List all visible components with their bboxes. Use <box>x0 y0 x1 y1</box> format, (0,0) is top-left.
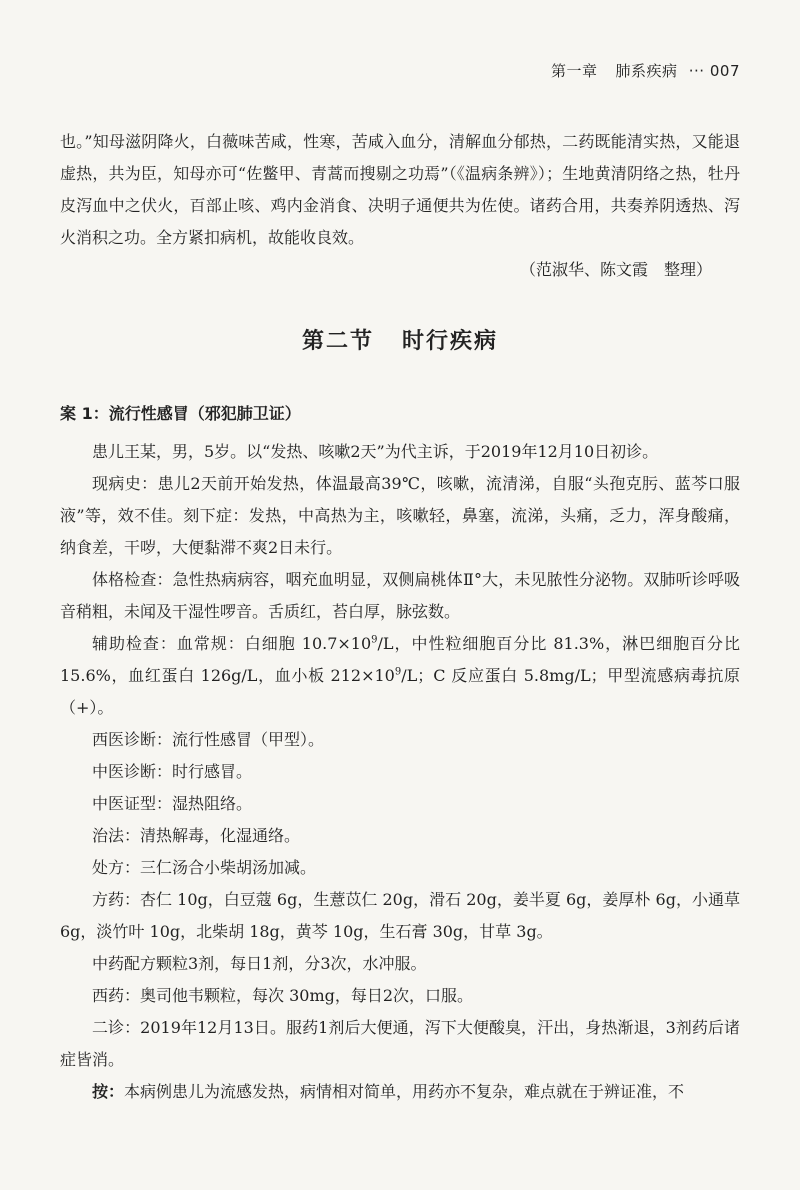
section-name: 时行疾病 <box>402 329 499 354</box>
commentary-label: 按： <box>92 1082 125 1101</box>
dosage-instructions: 中药配方颗粒3剂，每日1剂，分3次，水冲服。 <box>92 954 427 973</box>
section-number: 第二节 <box>301 329 374 354</box>
physical-exam: 体格检查：急性热病病容，咽充血明显，双侧扁桃体Ⅱ°大，未见脓性分泌物。双肺听诊呼吸音稍粗，未闻及干湿性啰音。舌质红，苔白厚，脉弦数。 <box>60 570 740 621</box>
page-body <box>60 126 740 1108</box>
herbal-formula: 方药：杏仁 10g，白豆蔻 6g，生薏苡仁 20g，滑石 20g，姜半夏 6g，姜厚朴 6g，小通草 6g，淡竹叶 10g，北柴胡 18g，黄芩 10g，生石膏 30g，甘草 3g。 <box>60 890 740 941</box>
case-intro: 患儿王某，男，5岁。以“发热、咳嗽2天”为代主诉，于2019年12月10日初诊。 <box>92 442 659 461</box>
intro-paragraph: 也。”知母滋阴降火，白薇味苦咸，性寒，苦咸入血分，清解血分郁热，二药既能清实热，又能退虚热，共为臣，知母亦可“佐鳖甲、青蒿而搜剔之功焉”（《温病条辨》）；生地黄清阴络之热，牡丹皮泻血中之伏火，百部止咳、鸡内金消食、决明子通便共为佐使。诸药合用，共奏养阴透热、泻火消积之功。全方紧扣病机，故能收良效。 <box>60 132 740 247</box>
section-title <box>60 326 740 358</box>
header-dots: ··· <box>688 62 705 80</box>
prescription: 处方：三仁汤合小柴胡汤加减。 <box>92 858 317 877</box>
commentary: 按：本病例患儿为流感发热，病情相对简单，用药亦不复杂，难点就在于辨证准，不 <box>92 1082 685 1101</box>
tcm-diagnosis: 中医诊断：时行感冒。 <box>92 762 253 781</box>
tcm-syndrome: 中医证型：湿热阻络。 <box>92 794 253 813</box>
auxiliary-exam: 辅助检查：血常规：白细胞 $10.7\times 10^9/L$，中性粒细胞百分比 81.3%，淋巴细胞百分比 15.6%，血红蛋白 126g/L，血小板 $212\times 10^9/L$；C 反应蛋白 5.8mg/L；甲型流感病毒抗原（+）。 <box>60 634 740 717</box>
western-diagnosis: 西医诊断：流行性感冒（甲型）。 <box>92 730 325 749</box>
page-number: 007 <box>709 62 740 80</box>
chapter-label: 第一章 <box>550 62 598 80</box>
case-title: 案 1：流行性感冒（邪犯肺卫证） <box>60 404 301 423</box>
present-history: 现病史：患儿2天前开始发热，体温最高39℃，咳嗽，流清涕，自服“头孢克肟、蓝芩口服液”等，效不佳。刻下症：发热，中高热为主，咳嗽轻，鼻塞，流涕，头痛，乏力，浑身酸痛，纳食差，干哕，大便黏滞不爽2日未行。 <box>60 474 740 557</box>
editor-credit: （范淑华、陈文霞 整理） <box>519 260 712 279</box>
treatment-method: 治法：清热解毒，化湿通络。 <box>92 826 301 845</box>
second-visit: 二诊：2019年12月13日。服药1剂后大便通，泻下大便酸臭，汗出，身热渐退，3剂药后诸症皆消。 <box>60 1018 740 1069</box>
chapter-title: 肺系疾病 <box>615 62 678 80</box>
running-header <box>60 60 740 81</box>
western-medicine: 西药：奥司他韦颗粒，每次 30mg，每日2次，口服。 <box>92 986 474 1005</box>
